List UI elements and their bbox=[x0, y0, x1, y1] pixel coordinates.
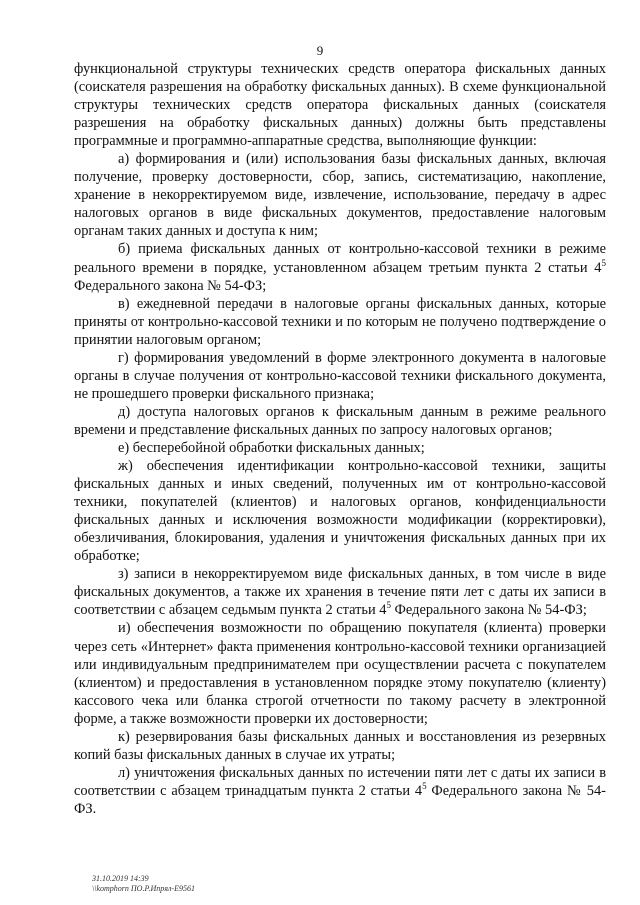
paragraph-item-zh bbox=[74, 457, 606, 565]
paragraph-text: а) формирования и (или) использования базы фискальных данных, включая получение, проверку достоверности, сбор, запись, систематизацию, накопление, хранение в некорректируемом виде, извлечение, использование, передачу в адрес налоговых органов в виде фискальных документов, предоставление налоговым органам таких данных и доступа к ним; bbox=[74, 151, 606, 240]
paragraph-text: л) уничтожения фискальных данных по истечении пяти лет с даты их записи в соответствии с абзацем тринадцатым пункта 2 статьи 4 bbox=[74, 764, 606, 799]
paragraph-text: и) обеспечения возможности по обращению покупателя (клиента) проверки через сеть «Интернет» факта применения контрольно-кассовой техники организацией или индивидуальным предпринимателем при осуществлении расчета с покупателем (клиентом) и предоставления в установленном порядке этому покупателю (клиенту) кассового чека или бланка строгой отчетности по такому расчету в электронной форме, а также возможности проверки их достоверности; bbox=[74, 620, 606, 727]
footer-timestamp: 31.10.2019 14:39 bbox=[92, 874, 149, 883]
paragraph-item-i bbox=[74, 619, 606, 727]
paragraph-text: з) записи в некорректируемом виде фискальных данных, в том числе в виде фискальных документов, а также их хранения в течение пяти лет с даты их записи в соответствии с абзацем седьмым пункта 2 статьи 4 bbox=[74, 566, 606, 619]
paragraph-item-a bbox=[74, 150, 606, 240]
paragraph-text: г) формирования уведомлений в форме электронного документа в налоговые органы в случае получения от контрольно-кассовой техники фискального документа, не прошедшего проверки фискального признака; bbox=[74, 349, 606, 402]
paragraph-text: б) приема фискальных данных от контрольно-кассовой техники в режиме реального времени в порядке, установленном абзацем третьим пункта 2 статьи 4 bbox=[74, 241, 606, 276]
paragraph-text: функциональной структуры технических средств оператора фискальных данных (соискателя разрешения на обработку фискальных данных). В схеме функциональной структуры технических средств оператора фискальных данных (соискателя разрешения на обработку фискальных данных) должны быть представлены программные и программно-аппаратные средства, выполняющие функции: bbox=[74, 61, 606, 150]
paragraph-text: д) доступа налоговых органов к фискальным данным в режиме реального времени и представление фискальных данных по запросу налоговых органов; bbox=[74, 403, 606, 438]
document-body bbox=[74, 60, 606, 818]
paragraph-text-tail: Федерального закона № 54-ФЗ. bbox=[74, 782, 606, 817]
paragraph-item-k bbox=[74, 728, 606, 764]
article-superscript: 5 bbox=[422, 781, 427, 792]
paragraph-item-g bbox=[74, 349, 606, 403]
paragraph-text: ж) обеспечения идентификации контрольно-кассовой техники, защиты фискальных данных и иных сведений, полученных им от контрольно-кассовой техники, покупателей (клиентов) и налоговых органов, конфиденциальности фискальных данных и исключения возможности модификации (корректировки), обезличивания, блокирования, удаления и уничтожения фискальных данных при их обработке; bbox=[74, 458, 606, 565]
paragraph-item-d bbox=[74, 403, 606, 439]
paragraph-text-tail: Федерального закона № 54-ФЗ; bbox=[74, 277, 267, 294]
paragraph-item-v bbox=[74, 295, 606, 349]
paragraph-item-z bbox=[74, 565, 606, 619]
footer-stamp bbox=[92, 874, 195, 894]
page-number: 9 bbox=[316, 43, 324, 58]
article-superscript: 5 bbox=[386, 600, 391, 611]
paragraph-item-e bbox=[74, 439, 606, 457]
paragraph-text: в) ежедневной передачи в налоговые органы фискальных данных, которые приняты от контрольно-кассовой техники и по которым не получено подтверждение о принятии налоговым органом; bbox=[74, 295, 606, 348]
paragraph-text: е) бесперебойной обработки фискальных данных; bbox=[118, 439, 425, 456]
paragraph-item-b bbox=[74, 240, 606, 294]
article-superscript: 5 bbox=[601, 257, 606, 268]
paragraph-item-l bbox=[74, 764, 606, 818]
paragraph-text-tail: Федерального закона № 54-ФЗ; bbox=[390, 602, 587, 619]
footer-file-path: \\komphorn ПО.Р.Ипрял-Е9561 bbox=[92, 884, 195, 893]
paragraph-intro bbox=[74, 60, 606, 150]
paragraph-text: к) резервирования базы фискальных данных и восстановления из резервных копий базы фискальных данных в случае их утраты; bbox=[74, 728, 606, 763]
